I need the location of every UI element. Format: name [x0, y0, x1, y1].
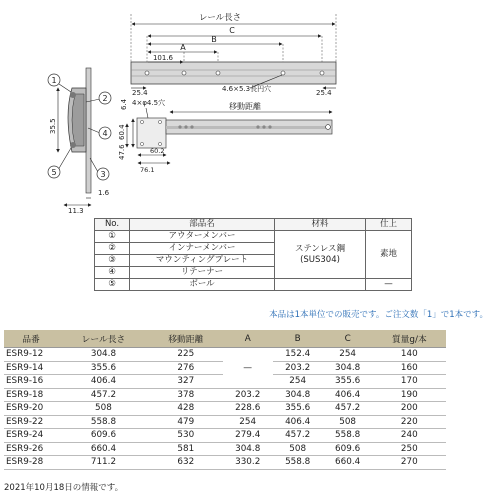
spec-cell: 250: [373, 442, 446, 456]
spec-cell: 304.8: [223, 442, 273, 456]
table-row: [4, 429, 446, 443]
svg-text:1: 1: [51, 76, 57, 85]
spec-cell: 378: [149, 388, 223, 402]
label-c: C: [229, 26, 235, 35]
spec-cell: 152.4: [273, 348, 323, 362]
spec-body: [4, 348, 446, 470]
label-holes: 4×φ4.5穴: [132, 99, 166, 107]
parts-material: ステンレス鋼 (SUS304): [275, 231, 366, 279]
spec-cell: 406.4: [323, 388, 373, 402]
spec-cell: 304.8: [273, 388, 323, 402]
spec-cell: 140: [373, 348, 446, 362]
label-slot: 4.6×5.3長円穴: [222, 85, 272, 93]
parts-finish: 素地: [366, 231, 412, 279]
label-60-2: 60.2: [150, 147, 165, 155]
label-25-4-left: 25.4: [132, 89, 148, 97]
spec-cell: 355.6: [58, 361, 149, 375]
table-row: [4, 442, 446, 456]
label-rail-length: レール長さ: [198, 13, 242, 23]
parts-header-material: 材料: [275, 219, 366, 231]
spec-cell: 254: [323, 348, 373, 362]
spec-cell: ESR9-26: [4, 442, 58, 456]
parts-table: [94, 218, 412, 291]
spec-cell: ESR9-28: [4, 456, 58, 470]
spec-cell: 406.4: [58, 375, 149, 389]
spec-cell: 660.4: [58, 442, 149, 456]
spec-cell: 457.2: [273, 429, 323, 443]
svg-text:5: 5: [51, 168, 57, 177]
spec-cell: 270: [373, 456, 446, 470]
label-b: B: [211, 35, 217, 44]
spec-cell: 508: [323, 415, 373, 429]
spec-cell: 276: [149, 361, 223, 375]
label-25-4-right: 25.4: [316, 89, 332, 97]
callout-2: [99, 92, 111, 104]
callout-5: [48, 166, 60, 178]
spec-cell: 330.2: [223, 456, 273, 470]
label-47-6: 47.6: [118, 144, 126, 160]
spec-cell: 225: [149, 348, 223, 362]
parts-header-finish: 仕上: [366, 219, 412, 231]
spec-cell: 581: [149, 442, 223, 456]
spec-cell: ESR9-20: [4, 402, 58, 416]
parts-row: ① アウターメンバー ステンレス鋼 (SUS304) 素地: [95, 231, 412, 243]
spec-header-rail-length: レール長さ: [58, 330, 149, 348]
spec-cell: 457.2: [323, 402, 373, 416]
callout-4: [99, 127, 111, 139]
table-row: [4, 388, 446, 402]
spec-cell: 508: [58, 402, 149, 416]
spec-cell: 228.6: [223, 402, 273, 416]
spec-cell: 355.6: [273, 402, 323, 416]
technical-drawing: [0, 0, 500, 215]
label-101-6: 101.6: [152, 54, 174, 62]
label-6-4: 6.4: [120, 98, 128, 110]
spec-cell: 558.8: [323, 429, 373, 443]
spec-cell: ESR9-12: [4, 348, 58, 362]
spec-cell: 530: [149, 429, 223, 443]
spec-cell: ESR9-24: [4, 429, 58, 443]
sales-note: 本品は1本単位での販売です。ご注文数「1」で1本です。: [269, 310, 488, 320]
top-rail: [131, 62, 336, 84]
parts-row: ② インナーメンバー: [95, 243, 412, 255]
spec-cell: 220: [373, 415, 446, 429]
spec-cell: 508: [273, 442, 323, 456]
spec-cell: 558.8: [58, 415, 149, 429]
spec-cell: 609.6: [323, 442, 373, 456]
spec-header-travel: 移動距離: [149, 330, 223, 348]
footer-date: 2021年10月18日の情報です。: [4, 483, 124, 493]
spec-cell: 406.4: [273, 415, 323, 429]
spec-header-mass: 質量g/本: [373, 330, 446, 348]
spec-cell: 203.2: [273, 361, 323, 375]
spec-header-c: C: [323, 330, 373, 348]
spec-cell: 327: [149, 375, 223, 389]
spec-cell: 279.4: [223, 429, 273, 443]
spec-cell: 160: [373, 361, 446, 375]
parts-header-no: No.: [95, 219, 130, 231]
parts-row: ⑤ ボール —: [95, 279, 412, 291]
callout-3: [97, 168, 109, 180]
parts-header-name: 部品名: [130, 219, 275, 231]
spec-cell: 170: [373, 375, 446, 389]
spec-cell: 304.8: [323, 361, 373, 375]
spec-cell: 203.2: [223, 388, 273, 402]
parts-finish-ball: —: [366, 279, 412, 291]
spec-header-model: 品番: [4, 330, 58, 348]
callout-1: [48, 74, 60, 86]
parts-row: ③ マウンティングプレート: [95, 255, 412, 267]
spec-cell: 660.4: [323, 456, 373, 470]
svg-text:3: 3: [100, 170, 106, 179]
spec-cell: 200: [373, 402, 446, 416]
cross-section: [68, 68, 91, 193]
spec-cell: ESR9-14: [4, 361, 58, 375]
label-a: A: [180, 43, 186, 52]
spec-cell: ESR9-18: [4, 388, 58, 402]
spec-cell: 304.8: [58, 348, 149, 362]
table-row: [4, 415, 446, 429]
label-60-4: 60.4: [118, 124, 126, 140]
label-35-5: 35.5: [49, 118, 57, 134]
table-row: [4, 402, 446, 416]
table-row: [4, 348, 446, 362]
svg-text:2: 2: [102, 94, 108, 103]
spec-header-a: A: [223, 330, 273, 348]
parts-header-row: [95, 219, 412, 231]
side-slide: [137, 118, 332, 148]
spec-cell: 254: [223, 415, 273, 429]
spec-cell: 609.6: [58, 429, 149, 443]
spec-cell: 355.6: [323, 375, 373, 389]
spec-cell: 558.8: [273, 456, 323, 470]
label-1-6: 1.6: [98, 189, 110, 197]
spec-cell: 711.2: [58, 456, 149, 470]
spec-cell: 190: [373, 388, 446, 402]
spec-header-b: B: [273, 330, 323, 348]
spec-cell: 479: [149, 415, 223, 429]
spec-cell: 457.2: [58, 388, 149, 402]
label-travel: 移動距離: [229, 102, 261, 111]
table-row: [4, 456, 446, 470]
spec-table: [4, 330, 446, 470]
spec-cell: 428: [149, 402, 223, 416]
spec-header-row: [4, 330, 446, 348]
spec-cell: ESR9-16: [4, 375, 58, 389]
spec-cell: 632: [149, 456, 223, 470]
label-76-1: 76.1: [140, 166, 155, 174]
spec-cell: ESR9-22: [4, 415, 58, 429]
spec-cell-a-dash: —: [223, 348, 273, 389]
label-11-3: 11.3: [68, 207, 84, 215]
svg-text:4: 4: [102, 129, 108, 138]
spec-cell: 240: [373, 429, 446, 443]
drawing-svg: [0, 0, 500, 215]
parts-row: ④ リテーナー: [95, 267, 412, 279]
spec-cell: 254: [273, 375, 323, 389]
